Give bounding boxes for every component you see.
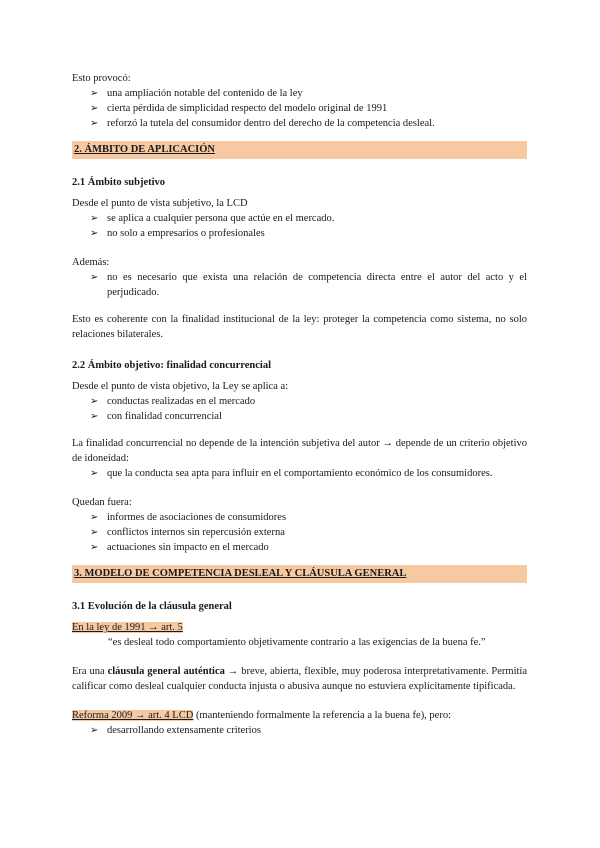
list-item: ➢ se aplica a cualquier persona que actúe en el mercado. (90, 213, 335, 224)
subheading-evolucion: 3.1 Evolución de la cláusula general (72, 601, 232, 612)
arrow-bullet-icon: ➢ (90, 468, 99, 479)
arrow-bullet-icon: ➢ (90, 512, 99, 523)
paragraph-coherente: Esto es coherente con la finalidad institucional de la ley: proteger la competencia como sistema, no solo relaciones bilaterales. (72, 314, 527, 340)
arrow-bullet-icon: ➢ (90, 725, 99, 736)
intro-lead: Esto provocó: (72, 73, 131, 84)
idoneidad-list (72, 466, 527, 481)
excluded-list (72, 510, 527, 555)
section-heading-ambito: 2. ÁMBITO DE APLICACIÓN (72, 141, 527, 159)
arrow-bullet-icon: ➢ (90, 118, 99, 129)
document-body (72, 71, 527, 738)
arrow-bullet-icon: ➢ (90, 411, 99, 422)
list-item: ➢ desarrollando extensamente criterios (90, 725, 261, 736)
list-item: ➢ conflictos internos sin repercusión externa (90, 527, 285, 538)
reform-2009-label: Reforma 2009 → art. 4 LCD (72, 710, 194, 721)
arrow-bullet-icon: ➢ (90, 228, 99, 239)
paragraph-lead: Desde el punto de vista objetivo, la Ley se aplica a: (72, 381, 289, 392)
list-item: ➢ no es necesario que exista una relación de competencia directa entre el autor del acto y el perjudicado. (90, 272, 527, 298)
list-item: ➢ actuaciones sin impacto en el mercado (90, 542, 269, 553)
paragraph-finalidad: La finalidad concurrencial no depende de la intención subjetiva del autor → depende de un criterio objetivo de idoneidad: (72, 438, 527, 464)
quote-art5: “es desleal todo comportamiento objetivamente contrario a las exigencias de la buena fe.” (108, 637, 486, 648)
arrow-bullet-icon: ➢ (90, 103, 99, 114)
excluded-label: Quedan fuera: (72, 497, 132, 508)
subheading-ambito-subjetivo: 2.1 Ámbito subjetivo (72, 177, 166, 188)
law-1991-label: En la ley de 1991 → art. 5 (72, 622, 183, 633)
ademas-label: Además: (72, 257, 110, 268)
paragraph-lead: Desde el punto de vista subjetivo, la LCD (72, 198, 248, 209)
paragraph-reforma: Reforma 2009 → art. 4 LCD (manteniendo formalmente la referencia a la buena fe), pero: (72, 710, 452, 721)
list-item: ➢ con finalidad concurrencial (90, 411, 222, 422)
section-heading-modelo: 3. MODELO DE COMPETENCIA DESLEAL Y CLÁUSULA GENERAL (72, 565, 527, 583)
list-item: ➢ conductas realizadas en el mercado (90, 396, 256, 407)
arrow-bullet-icon: ➢ (90, 272, 99, 283)
subheading-ambito-objetivo: 2.2 Ámbito objetivo: finalidad concurrencial (72, 360, 272, 371)
arrow-bullet-icon: ➢ (90, 527, 99, 538)
list-item: ➢ una ampliación notable del contenido de la ley (90, 88, 303, 99)
arrow-bullet-icon: ➢ (90, 213, 99, 224)
reforma-list (72, 723, 527, 738)
list-item: ➢ cierta pérdida de simplicidad respecto del modelo original de 1991 (90, 103, 388, 114)
arrow-bullet-icon: ➢ (90, 542, 99, 553)
objetivo-list (72, 394, 527, 424)
arrow-bullet-icon: ➢ (90, 88, 99, 99)
list-item: ➢ no solo a empresarios o profesionales (90, 228, 265, 239)
list-item: ➢ que la conducta sea apta para influir en el comportamiento económico de los consumidores. (90, 468, 493, 479)
ademas-list (72, 270, 527, 300)
subjetivo-list (72, 211, 527, 241)
list-item: ➢ informes de asociaciones de consumidores (90, 512, 287, 523)
arrow-bullet-icon: ➢ (90, 396, 99, 407)
list-item: ➢ reforzó la tutela del consumidor dentro del derecho de la competencia desleal. (90, 118, 435, 129)
paragraph-clausula: Era una cláusula general auténtica → breve, abierta, flexible, muy poderosa interpretativamente. Permitía calificar como desleal cualquier conducta injusta o abusiva aunque no estuviera explícitamente tipificada. (72, 666, 527, 692)
intro-list (72, 86, 527, 131)
